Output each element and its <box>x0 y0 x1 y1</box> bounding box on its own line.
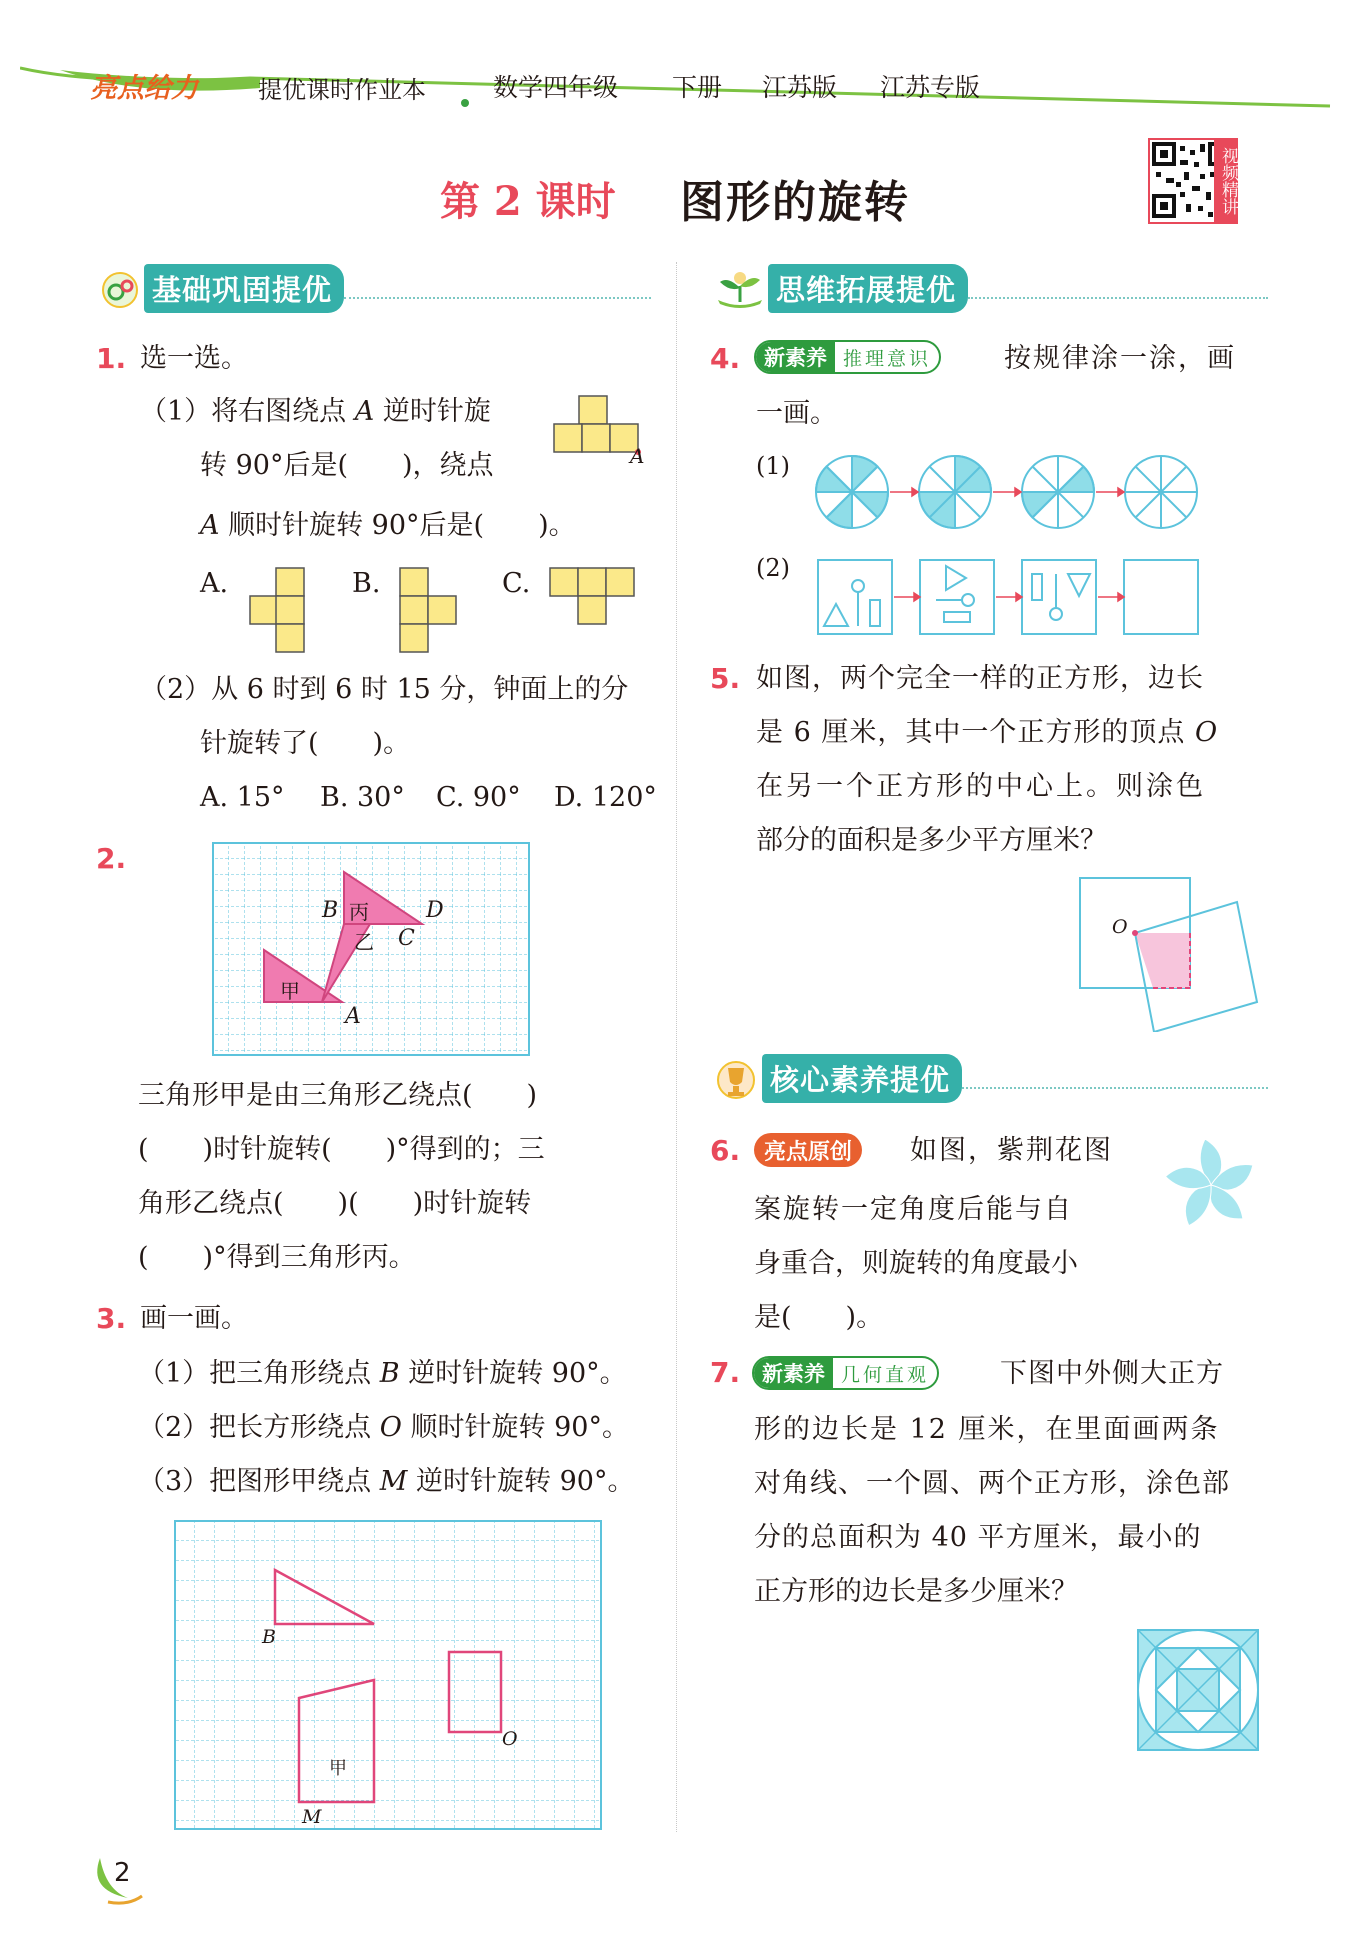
q2-text-line3: 角形乙绕点( )( )时针旋转 <box>138 1188 532 1219</box>
q3-label-jia: 甲 <box>329 1758 347 1779</box>
header-edition: 江苏版 <box>762 73 838 102</box>
q7-line3: 对角线、一个圆、两个正方形，涂色部 <box>754 1468 1230 1499</box>
q3-text: 画一画。 <box>140 1303 248 1334</box>
gear-sun-icon <box>96 266 144 310</box>
q1-p2-line1: （2）从 6 时到 6 时 15 分，钟面上的分 <box>140 674 629 705</box>
q4-part2-label: (2) <box>756 554 790 582</box>
q4-text-line2: 一画。 <box>756 398 837 429</box>
q3-grid-figure[interactable] <box>174 1520 602 1830</box>
q6-bauhinia-icon <box>1156 1132 1266 1238</box>
q1-p2-choice-a[interactable]: A. 15° <box>200 782 285 813</box>
section-expand-label: 思维拓展提优 <box>768 264 968 313</box>
q2-label-jia: 甲 <box>280 979 300 1003</box>
q4-square-3 <box>1022 560 1096 634</box>
q5-line2 <box>756 719 1218 746</box>
q2-label-a: A <box>345 1004 361 1029</box>
q2-label-yi: 乙 <box>354 930 374 954</box>
header-series: 提优课时作业本 <box>258 76 426 104</box>
q4-circles-sequence[interactable] <box>812 452 1212 536</box>
section-core-label: 核心素养提优 <box>762 1054 962 1103</box>
sprout-icon <box>712 266 768 310</box>
q1-text: 选一选。 <box>140 343 248 374</box>
q1-p2-choice-d[interactable]: D. 120° <box>554 782 657 813</box>
q7-tag <box>752 1356 939 1390</box>
section-basic-rule <box>344 277 651 299</box>
column-divider <box>676 262 677 1832</box>
q3-step2-b: 顺时针旋转 90°。 <box>410 1412 629 1443</box>
q1-number: 1. <box>96 342 127 375</box>
q4-tag-a: 新素养 <box>756 342 835 372</box>
q6-line3: 身重合，则旋转的角度最小 <box>754 1248 1078 1279</box>
q4-circle-4-blank[interactable] <box>1125 456 1197 528</box>
q5-number: 5. <box>710 662 741 695</box>
q7-number: 7. <box>710 1356 741 1389</box>
q3-step2 <box>138 1414 629 1441</box>
q4-part1-label: (1) <box>756 452 790 480</box>
q3-step1 <box>138 1360 627 1387</box>
section-basic-label: 基础巩固提优 <box>144 264 344 313</box>
q3-label-b: B <box>262 1626 276 1648</box>
header-bar <box>0 40 1350 110</box>
q4-number: 4. <box>710 342 741 375</box>
q5-line3: 在另一个正方形的中心上。则涂色 <box>756 771 1206 802</box>
q1-option-b-label[interactable]: B. <box>352 568 381 599</box>
q3-label-o: O <box>502 1728 518 1750</box>
q1-p2-line2: 针旋转了( )。 <box>200 728 411 759</box>
q3-step3 <box>138 1468 634 1495</box>
q2-text-line1: 三角形甲是由三角形乙绕点( ) <box>138 1080 538 1111</box>
q1-option-a-label[interactable]: A. <box>200 568 229 599</box>
q1-p1-point2: A <box>200 510 220 541</box>
q4-circle-1 <box>816 456 888 528</box>
q2-label-d: D <box>426 898 444 923</box>
q4-square-4-blank[interactable] <box>1124 560 1198 634</box>
q1-p1-line3 <box>200 512 576 539</box>
q7-tag-pill <box>752 1356 939 1390</box>
q3-step1-b: 逆时针旋转 90°。 <box>408 1358 627 1389</box>
q3-step3-b: 逆时针旋转 90°。 <box>416 1466 635 1497</box>
q1-option-a-figure[interactable] <box>248 566 308 654</box>
q4-text-line1: 按规律涂一涂，画 <box>1004 343 1236 374</box>
q4-squares-sequence[interactable] <box>814 556 1214 638</box>
q2-label-c: C <box>398 926 415 951</box>
q3-step3-a: （3）把图形甲绕点 <box>138 1466 372 1497</box>
section-expand <box>712 266 1268 310</box>
q2-label-b: B <box>322 898 339 923</box>
q3-step1-point: B <box>379 1358 400 1389</box>
q1-option-b-figure[interactable] <box>398 566 458 654</box>
q1-option-c-label[interactable]: C. <box>502 568 531 599</box>
q7-line2: 形的边长是 12 厘米，在里面画两条 <box>754 1414 1220 1445</box>
q1-p1-a: （1）将右图绕点 <box>140 396 347 427</box>
q6-number: 6. <box>710 1134 741 1167</box>
q2-label-bing: 丙 <box>349 900 369 924</box>
q5-line1: 如图，两个完全一样的正方形，边长 <box>756 663 1204 694</box>
q7-line1: 下图中外侧大正方 <box>1000 1358 1224 1389</box>
q3-number: 3. <box>96 1302 127 1335</box>
q7-tag-b: 几何直观 <box>841 1363 930 1386</box>
section-core <box>710 1056 1268 1100</box>
q4-square-2 <box>920 560 994 634</box>
q6-line1: 如图，紫荆花图 <box>910 1135 1113 1166</box>
q6-line4: 是( )。 <box>754 1302 884 1333</box>
q7-line5: 正方形的边长是多少厘米？ <box>754 1576 1078 1607</box>
q3-label-m: M <box>302 1806 322 1828</box>
q4-circle-3 <box>1022 456 1094 528</box>
q6-tag-pill: 亮点原创 <box>754 1133 862 1167</box>
q1-fig-label-a: A <box>630 444 645 468</box>
q1-p1-point: A <box>354 396 375 427</box>
q4-square-1 <box>818 560 892 634</box>
q1-p2-choice-c[interactable]: C. 90° <box>436 782 521 813</box>
q4-tag-b: 推理意识 <box>843 347 932 370</box>
q2-text-line2: ( )时针旋转( )°得到的；三 <box>138 1134 545 1165</box>
qr-code[interactable] <box>1148 138 1238 224</box>
q1-p1-c: 顺时针旋转 90°后是( )。 <box>228 510 576 541</box>
section-expand-rule <box>968 277 1268 299</box>
q5-line2-a: 是 6 厘米，其中一个正方形的顶点 <box>756 717 1186 748</box>
section-basic <box>96 266 651 310</box>
qr-label: 视频精讲 <box>1214 138 1238 224</box>
page-number: 2 <box>114 1858 131 1888</box>
q3-step2-point: O <box>379 1412 402 1443</box>
q1-p1-a2: 逆时针旋 <box>382 396 491 427</box>
section-core-rule <box>962 1067 1268 1089</box>
q1-p1-line2: 转 90°后是( )，绕点 <box>200 450 494 481</box>
q5-line4: 部分的面积是多少平方厘米？ <box>756 825 1107 856</box>
lesson-label: 第 2 课时 <box>440 178 616 225</box>
page-title: 图形的旋转 <box>680 177 910 228</box>
q3-step3-point: M <box>379 1466 408 1497</box>
q6-line2: 案旋转一定角度后能与自 <box>754 1194 1073 1225</box>
q5-label-o: O <box>1112 916 1128 938</box>
q4-tag-pill <box>754 340 941 374</box>
q3-step1-a: （1）把三角形绕点 <box>138 1358 372 1389</box>
q6-tag <box>754 1133 862 1167</box>
trophy-icon <box>710 1056 762 1100</box>
q4-circle-2 <box>919 456 991 528</box>
header-brand: 亮点给力 <box>90 73 198 104</box>
q2-number: 2. <box>96 842 127 875</box>
q4-tag <box>754 340 941 374</box>
q2-text-line4: ( )°得到三角形丙。 <box>138 1242 416 1273</box>
q7-tag-a: 新素养 <box>754 1358 833 1388</box>
q1-p1-line1 <box>140 398 491 425</box>
q1-option-c-figure[interactable] <box>548 566 636 626</box>
header-volume: 下册 <box>672 73 723 102</box>
q7-line4: 分的总面积为 40 平方厘米，最小的 <box>754 1522 1202 1553</box>
q5-squares-figure <box>1072 872 1262 1032</box>
header-subject: 数学四年级 <box>493 73 619 102</box>
header-special: 江苏专版 <box>880 73 981 102</box>
q5-line2-point: O <box>1194 717 1219 748</box>
q1-p2-choice-b[interactable]: B. 30° <box>320 782 405 813</box>
q3-step2-a: （2）把长方形绕点 <box>138 1412 372 1443</box>
q7-nested-squares-figure <box>1136 1628 1260 1752</box>
